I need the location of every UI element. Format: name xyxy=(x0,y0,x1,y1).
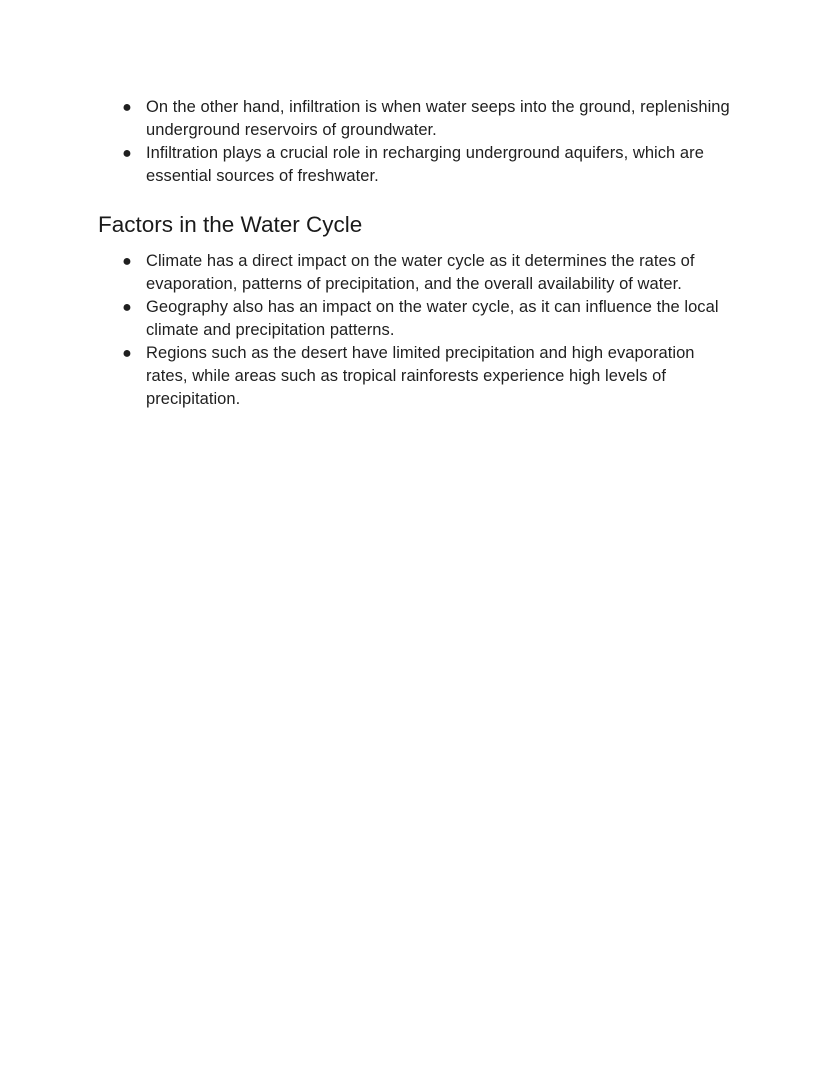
bullet-dot-icon: ● xyxy=(122,145,132,162)
bullet-dot-icon: ● xyxy=(122,253,132,270)
bullet-dot-icon: ● xyxy=(122,299,132,316)
list-item xyxy=(120,96,740,142)
list-item-text: Climate has a direct impact on the water cycle as it determines the rates of evaporation, patterns of precipitation, and the overall availability of water. xyxy=(146,252,695,293)
list-item xyxy=(120,250,740,296)
section-heading: Factors in the Water Cycle xyxy=(98,212,363,237)
list-item-text: Infiltration plays a crucial role in recharging underground aquifers, which are essential sources of freshwater. xyxy=(146,144,704,185)
bullet-dot-icon: ● xyxy=(122,99,132,116)
list-item xyxy=(120,296,740,342)
infiltration-bullet-list xyxy=(120,96,740,188)
list-item-text: Regions such as the desert have limited precipitation and high evaporation rates, while areas such as tropical rainforests experience high levels of precipitation. xyxy=(146,344,695,408)
bullet-dot-icon: ● xyxy=(122,345,132,362)
list-item xyxy=(120,342,740,411)
list-item xyxy=(120,142,740,188)
list-item-text: Geography also has an impact on the water cycle, as it can influence the local climate and precipitation patterns. xyxy=(146,298,719,339)
list-item-text: On the other hand, infiltration is when water seeps into the ground, replenishing underground reservoirs of groundwater. xyxy=(146,98,730,139)
factors-bullet-list xyxy=(120,250,740,411)
